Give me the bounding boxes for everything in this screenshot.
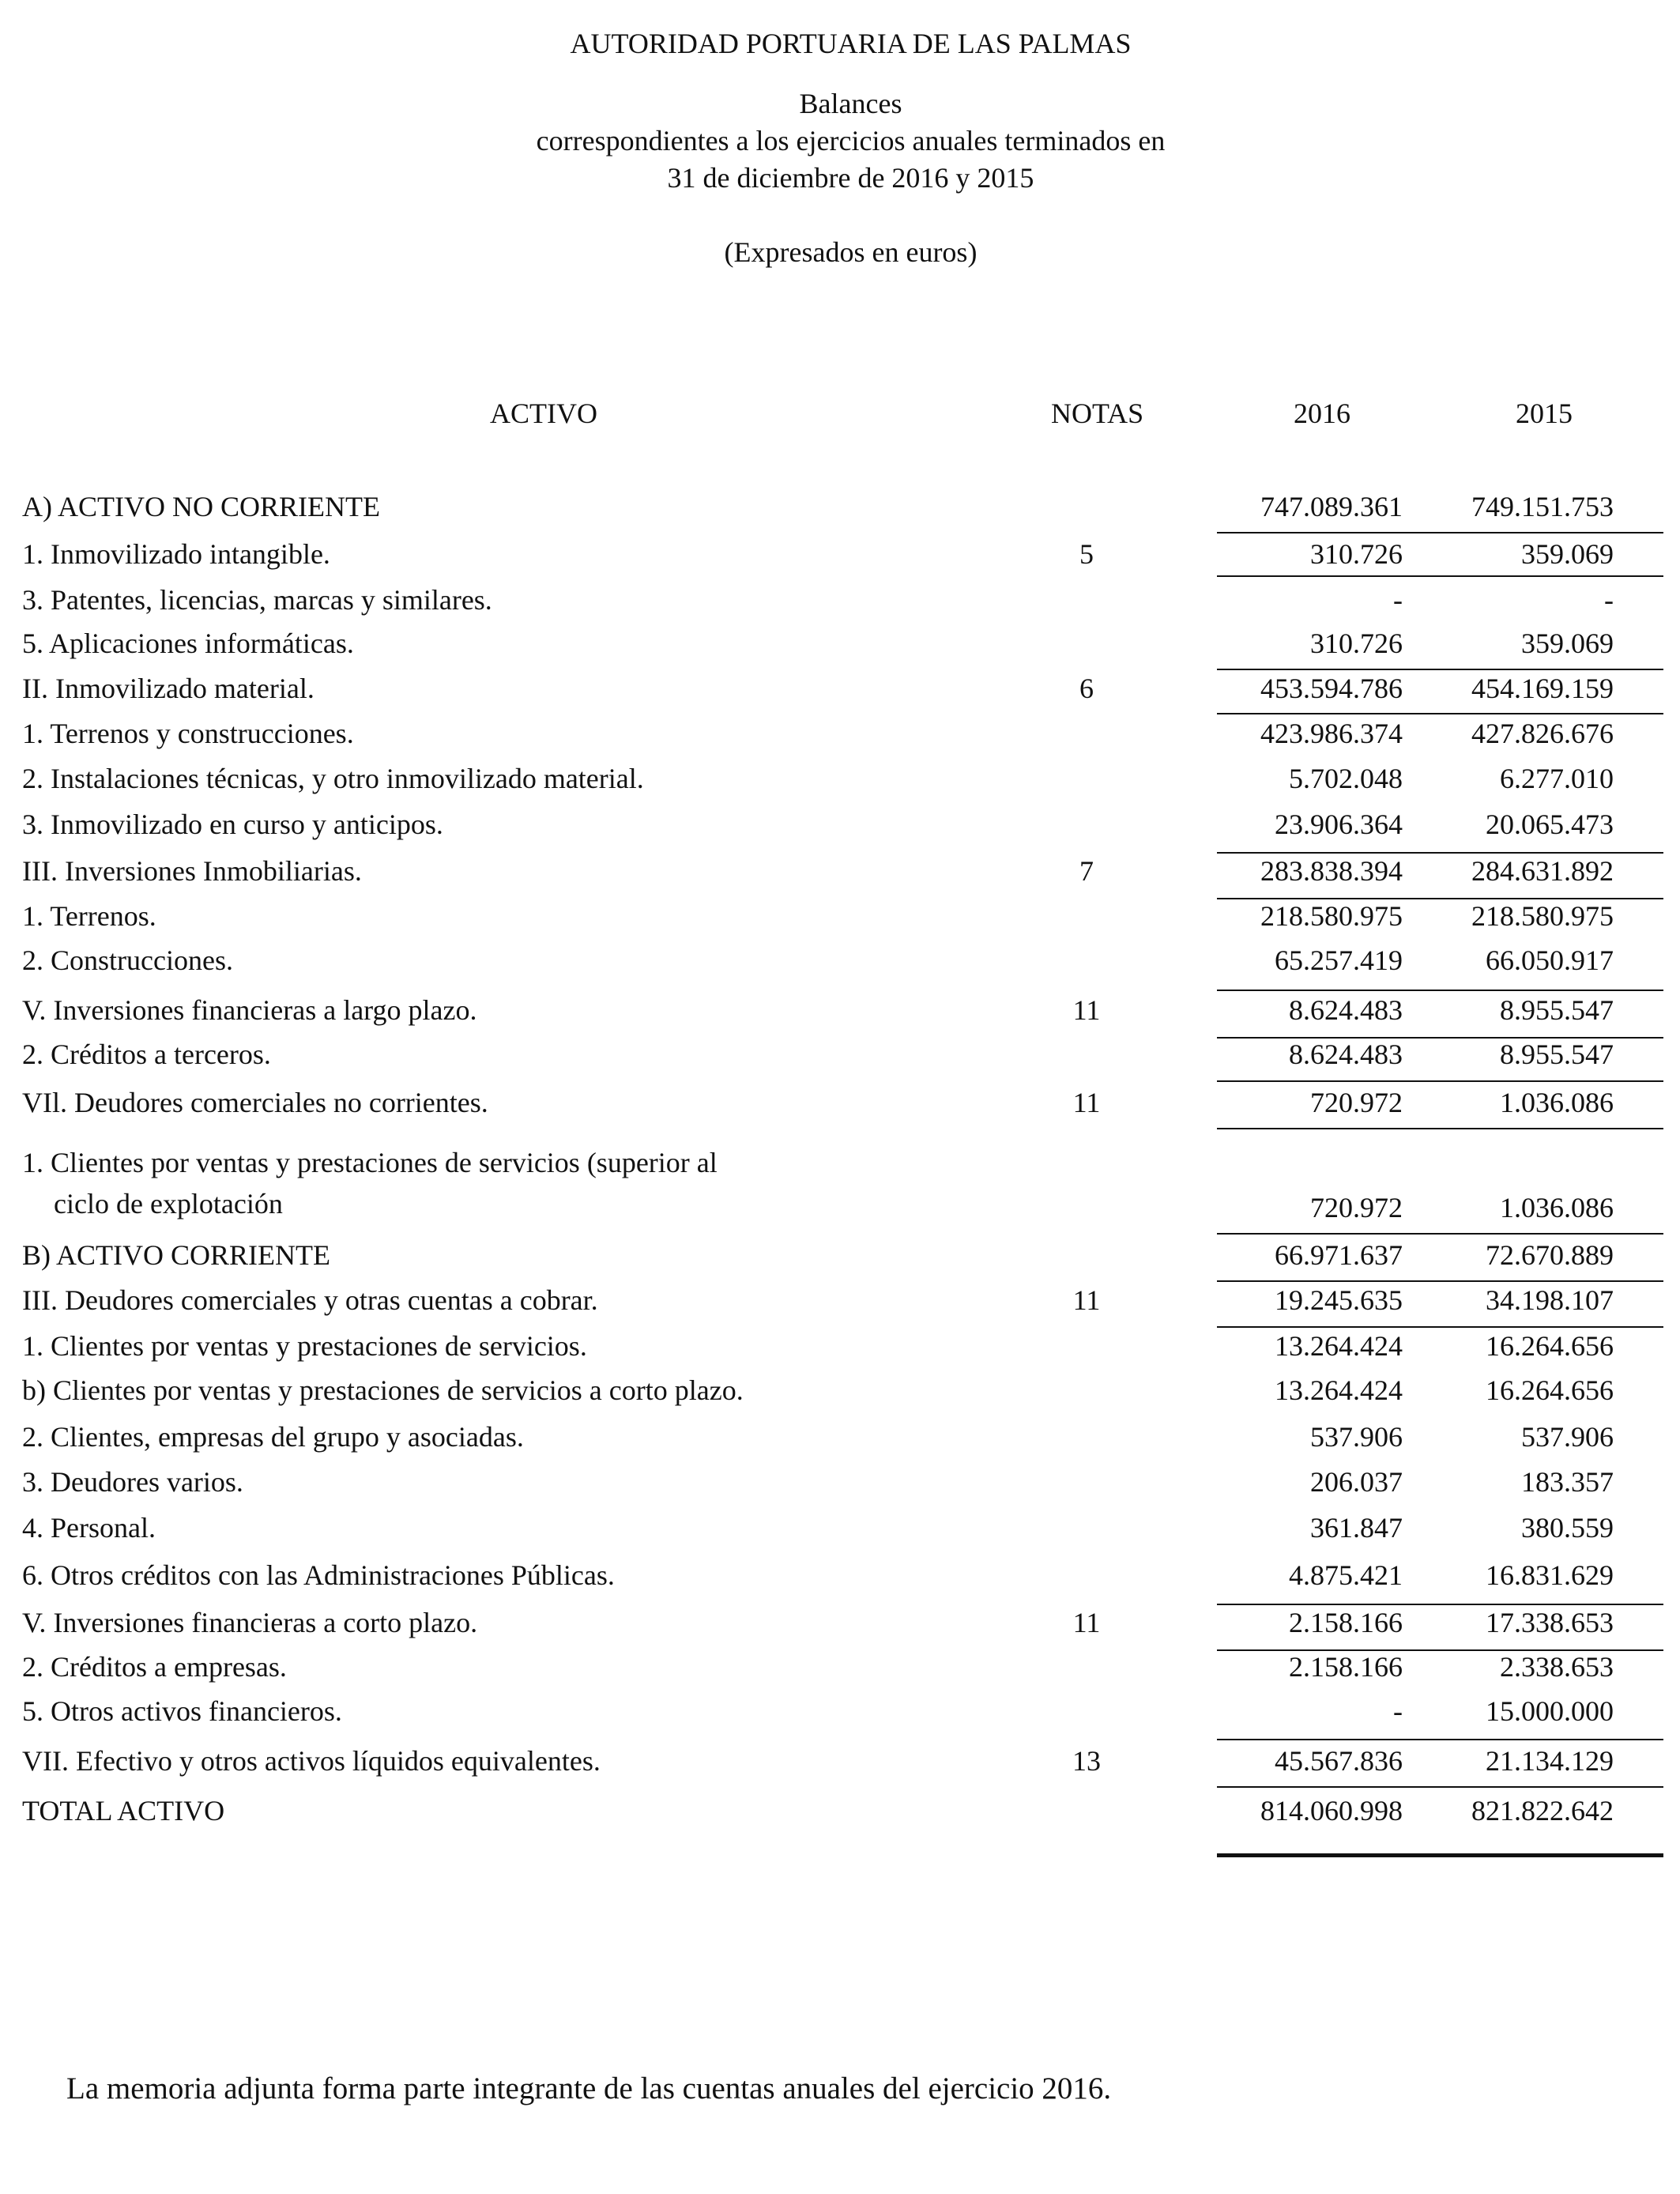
row-value-2016: 218.580.975 — [1260, 900, 1403, 932]
row-label — [22, 1237, 330, 1274]
row-label — [22, 1793, 224, 1830]
row-label-text: 4. Personal. — [22, 1512, 156, 1544]
row-note: 6 — [1079, 673, 1094, 704]
row-value-2016: 361.847 — [1310, 1512, 1403, 1544]
row-label-text: 1. Clientes por ventas y prestaciones de servicios. — [22, 1330, 587, 1362]
row-value-2015: 218.580.975 — [1471, 900, 1614, 932]
row-label-text: 1. Terrenos. — [22, 900, 156, 932]
row-value-2016: 814.060.998 — [1260, 1795, 1403, 1826]
row-note: 11 — [1072, 994, 1101, 1026]
row-label — [22, 1464, 243, 1501]
subtotal-rule — [1217, 669, 1663, 670]
row-value-2015: 359.069 — [1521, 628, 1614, 659]
row-value-2016: - — [1393, 584, 1403, 616]
row-value-2016: 310.726 — [1310, 538, 1403, 570]
row-value-2015: 284.631.892 — [1471, 855, 1614, 887]
row-value-2016: 206.037 — [1310, 1466, 1403, 1498]
row-label-text: 2. Créditos a empresas. — [22, 1651, 287, 1683]
row-label — [22, 1328, 587, 1365]
row-label-continuation: ciclo de explotación — [54, 1188, 283, 1220]
row-value-2015: 1.036.086 — [1500, 1087, 1614, 1118]
row-value-2015: 34.198.107 — [1486, 1284, 1614, 1316]
row-label — [22, 582, 492, 619]
row-note: 5 — [1079, 538, 1094, 570]
row-value-2016: 720.972 — [1310, 1192, 1403, 1223]
row-value-2015: 17.338.653 — [1486, 1607, 1614, 1638]
row-label — [22, 942, 233, 979]
column-header-activo: ACTIVO — [490, 398, 597, 429]
row-label — [22, 625, 354, 662]
row-value-2015: 6.277.010 — [1500, 763, 1614, 794]
row-label — [22, 1084, 488, 1122]
subtotal-rule — [1217, 575, 1663, 577]
row-value-2015: 454.169.159 — [1471, 673, 1614, 704]
row-value-2015: 2.338.653 — [1500, 1651, 1614, 1683]
row-label — [22, 1693, 342, 1730]
subtotal-rule — [1217, 1739, 1663, 1740]
row-value-2016: 19.245.635 — [1275, 1284, 1403, 1316]
row-label-text: V. Inversiones financieras a corto plazo. — [22, 1607, 478, 1638]
row-value-2015: - — [1604, 584, 1614, 616]
row-label-text: 3. Deudores varios. — [22, 1466, 243, 1498]
row-label — [22, 1142, 876, 1224]
row-value-2016: 5.702.048 — [1289, 763, 1403, 794]
column-header-2015: 2015 — [1516, 398, 1573, 429]
row-value-2015: 21.134.129 — [1486, 1745, 1614, 1777]
row-value-2015: 749.151.753 — [1471, 491, 1614, 522]
row-value-2015: 183.357 — [1521, 1466, 1614, 1498]
row-value-2015: 72.670.889 — [1486, 1239, 1614, 1271]
row-value-2016: 45.567.836 — [1275, 1745, 1403, 1777]
row-label-text: 1. Clientes por ventas y prestaciones de servicios (superior al — [22, 1147, 718, 1178]
subtotal-rule — [1217, 1786, 1663, 1788]
subtotal-rule — [1217, 532, 1663, 533]
row-note: 11 — [1072, 1607, 1101, 1638]
row-label-text: III. Deudores comerciales y otras cuentas a cobrar. — [22, 1284, 598, 1316]
subtotal-rule — [1217, 713, 1663, 714]
row-label-text: III. Inversiones Inmobiliarias. — [22, 855, 362, 887]
subtitle-line-2: correspondientes a los ejercicios anuales terminados en — [536, 125, 1166, 156]
subtotal-rule — [1217, 1128, 1663, 1129]
row-label — [22, 715, 354, 752]
row-label-text: 1. Terrenos y construcciones. — [22, 718, 354, 749]
row-label-text: II. Inmovilizado material. — [22, 673, 315, 704]
row-value-2015: 8.955.547 — [1500, 994, 1614, 1026]
row-value-2016: 13.264.424 — [1275, 1330, 1403, 1362]
row-value-2016: 537.906 — [1310, 1421, 1403, 1453]
row-label-text: 5. Otros activos financieros. — [22, 1695, 342, 1727]
row-label — [22, 536, 330, 573]
subtotal-rule — [1217, 1080, 1663, 1082]
row-label — [22, 898, 156, 935]
row-label-text: 3. Inmovilizado en curso y anticipos. — [22, 809, 443, 840]
subtotal-rule — [1217, 852, 1663, 854]
subtotal-rule — [1217, 1604, 1663, 1605]
row-note: 13 — [1072, 1745, 1101, 1777]
row-label-text: 2. Clientes, empresas del grupo y asociadas. — [22, 1421, 524, 1453]
row-label-text: 3. Patentes, licencias, marcas y similares. — [22, 584, 492, 616]
column-header-2016: 2016 — [1294, 398, 1350, 429]
row-label — [22, 853, 362, 890]
row-label-text: 1. Inmovilizado intangible. — [22, 538, 330, 570]
row-label — [22, 670, 315, 707]
subtotal-rule — [1217, 1233, 1663, 1235]
subtotal-rule — [1217, 1649, 1663, 1651]
row-value-2015: 380.559 — [1521, 1512, 1614, 1544]
column-header-notas: NOTAS — [1051, 398, 1144, 429]
row-label-text: B) ACTIVO CORRIENTE — [22, 1239, 330, 1271]
row-label — [22, 1372, 744, 1409]
subtotal-rule — [1217, 1037, 1663, 1039]
row-value-2016: 310.726 — [1310, 628, 1403, 659]
row-label-text: VIl. Deudores comerciales no corrientes. — [22, 1087, 488, 1118]
row-label-text: TOTAL ACTIVO — [22, 1795, 225, 1826]
subtotal-rule — [1217, 1280, 1663, 1282]
row-value-2016: 453.594.786 — [1260, 673, 1403, 704]
row-value-2016: 423.986.374 — [1260, 718, 1403, 749]
row-label — [22, 488, 380, 526]
row-value-2016: - — [1393, 1695, 1403, 1727]
row-value-2016: 66.971.637 — [1275, 1239, 1403, 1271]
row-value-2015: 66.050.917 — [1486, 944, 1614, 976]
row-value-2015: 8.955.547 — [1500, 1039, 1614, 1070]
subtitle-line-3: 31 de diciembre de 2016 y 2015 — [667, 162, 1034, 194]
row-value-2016: 283.838.394 — [1260, 855, 1403, 887]
total-double-rule — [1217, 1853, 1663, 1857]
row-value-2016: 720.972 — [1310, 1087, 1403, 1118]
row-value-2015: 15.000.000 — [1486, 1695, 1614, 1727]
row-label — [22, 1282, 598, 1319]
row-value-2016: 23.906.364 — [1275, 809, 1403, 840]
row-label-text: 2. Créditos a terceros. — [22, 1039, 271, 1070]
row-note: 11 — [1072, 1284, 1101, 1316]
row-label — [22, 1649, 287, 1686]
subtotal-rule — [1217, 990, 1663, 991]
row-label-text: A) ACTIVO NO CORRIENTE — [22, 491, 380, 522]
row-value-2016: 8.624.483 — [1289, 1039, 1403, 1070]
row-label — [22, 1419, 524, 1456]
row-value-2015: 821.822.642 — [1471, 1795, 1614, 1826]
row-value-2015: 16.264.656 — [1486, 1330, 1614, 1362]
row-value-2015: 427.826.676 — [1471, 718, 1614, 749]
row-value-2015: 16.264.656 — [1486, 1374, 1614, 1406]
row-value-2016: 747.089.361 — [1260, 491, 1403, 522]
row-value-2015: 16.831.629 — [1486, 1559, 1614, 1591]
row-label — [22, 1510, 156, 1547]
row-value-2015: 1.036.086 — [1500, 1192, 1614, 1223]
row-label — [22, 1036, 271, 1073]
row-label-text: 6. Otros créditos con las Administraciones Públicas. — [22, 1559, 615, 1591]
subtotal-rule — [1217, 898, 1663, 899]
units-note: (Expresados en euros) — [724, 236, 977, 268]
row-note: 7 — [1079, 855, 1094, 887]
row-value-2016: 8.624.483 — [1289, 994, 1403, 1026]
row-label — [22, 992, 477, 1029]
subtotal-rule — [1217, 1326, 1663, 1328]
row-value-2016: 13.264.424 — [1275, 1374, 1403, 1406]
row-label-text: 5. Aplicaciones informáticas. — [22, 628, 354, 659]
row-label-text: 2. Instalaciones técnicas, y otro inmovilizado material. — [22, 763, 644, 794]
row-label-text: VII. Efectivo y otros activos líquidos equivalentes. — [22, 1745, 601, 1777]
row-value-2015: 20.065.473 — [1486, 809, 1614, 840]
row-label — [22, 1557, 615, 1594]
row-label — [22, 806, 443, 843]
row-value-2016: 2.158.166 — [1289, 1607, 1403, 1638]
row-label — [22, 1743, 601, 1780]
row-label — [22, 760, 644, 797]
row-value-2015: 359.069 — [1521, 538, 1614, 570]
row-label-text: 2. Construcciones. — [22, 944, 233, 976]
row-label-text: V. Inversiones financieras a largo plazo. — [22, 994, 477, 1026]
row-value-2016: 2.158.166 — [1289, 1651, 1403, 1683]
row-value-2016: 65.257.419 — [1275, 944, 1403, 976]
row-label — [22, 1604, 477, 1642]
footer-note: La memoria adjunta forma parte integrante de las cuentas anuales del ejercicio 2016. — [66, 2071, 1112, 2105]
subtitle-line-1: Balances — [799, 88, 902, 119]
row-label-text: b) Clientes por ventas y prestaciones de servicios a corto plazo. — [22, 1374, 744, 1406]
row-value-2016: 4.875.421 — [1289, 1559, 1403, 1591]
row-value-2015: 537.906 — [1521, 1421, 1614, 1453]
row-note: 11 — [1072, 1087, 1101, 1118]
document-title: AUTORIDAD PORTUARIA DE LAS PALMAS — [570, 28, 1132, 59]
